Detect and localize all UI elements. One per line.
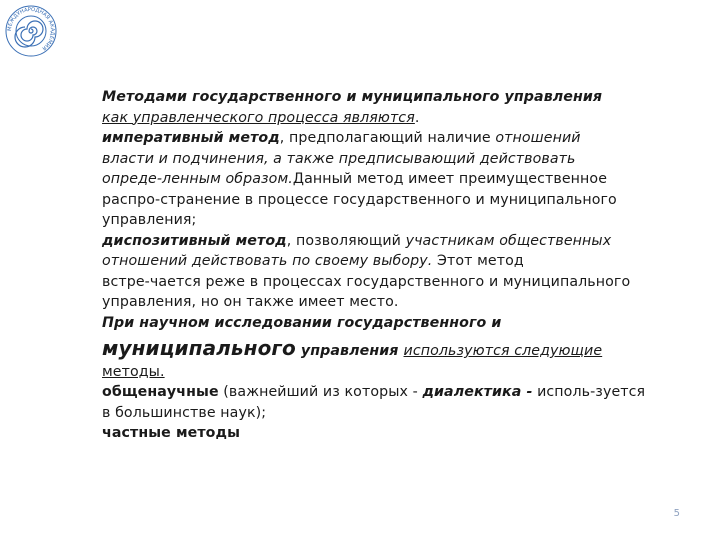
text-line: управления; (102, 212, 197, 228)
page-number: 5 (673, 508, 680, 519)
imperative-method-line: императивный метод, предполагающий наличие отношений (102, 130, 581, 146)
text-line: опреде-ленным образом.Данный метод имеет преимущественное (102, 171, 608, 187)
private-methods-line: частные методы (102, 425, 241, 441)
research-heading-line: При научном исследовании государственного и (102, 314, 502, 331)
heading-line-1: Методами государственного и муниципального управления (102, 89, 603, 105)
text-line: в большинстве наук); (102, 404, 267, 421)
text-line: методы. (102, 363, 165, 380)
heading-line-2: как управленческого процесса являются. (102, 109, 420, 126)
dispositive-method-line: диспозитивный метод, позволяющий участникам общественных (102, 232, 612, 249)
general-methods-line: общенаучные (важнейший из которых - диалектика - исполь-зуется (102, 384, 646, 400)
text-line: встре-чается реже в процессах государственного и муниципального (102, 273, 631, 290)
academy-logo-icon (4, 4, 58, 58)
text-line: отношений действовать по своему выбору. Этот метод (102, 253, 524, 269)
svg-text:МЕЖДУНАРОДНАЯ АКАДЕМИЯ: МЕЖДУНАРОДНАЯ АКАДЕМИЯ (6, 6, 56, 52)
text-line: распро-странение в процессе государственного и муниципального (102, 191, 617, 208)
research-heading-line-2: муниципального управления используются следующие (102, 336, 603, 360)
text-line: власти и подчинения, а также предписывающий действовать (102, 150, 576, 167)
slide-text (102, 87, 662, 444)
text-line: управления, но он также имеет место. (102, 294, 399, 310)
